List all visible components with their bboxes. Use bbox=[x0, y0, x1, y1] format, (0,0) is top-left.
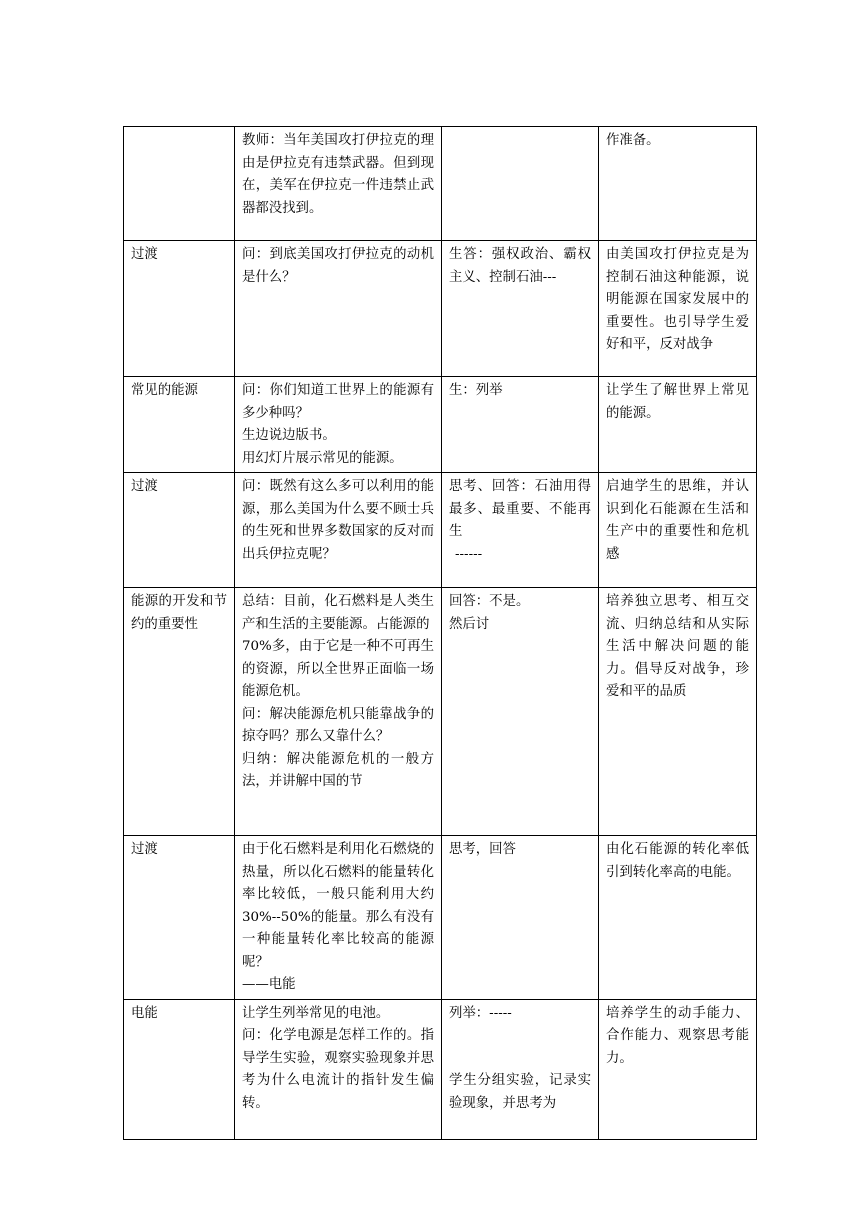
teacher-activity-cell: 问：你们知道工世界上的能源有多少种吗？ 生边说边版书。 用幻灯片展示常见的能源。 bbox=[235, 377, 442, 473]
student-activity-cell: 生：列举 bbox=[442, 377, 599, 473]
design-intent-cell: 作准备。 bbox=[599, 127, 757, 241]
stage-cell: 常见的能源 bbox=[124, 377, 235, 473]
design-intent-cell: 由化石能源的转化率低引到转化率高的电能。 bbox=[599, 836, 757, 1000]
teacher-activity-cell: 问：到底美国攻打伊拉克的动机是什么？ bbox=[235, 241, 442, 377]
design-intent-cell: 让学生了解世界上常见的能源。 bbox=[599, 377, 757, 473]
table-row bbox=[124, 241, 757, 377]
student-activity-cell: 思考、回答：石油用得最多、最重要、不能再生 ------ bbox=[442, 473, 599, 588]
stage-cell: 过渡 bbox=[124, 241, 235, 377]
student-activity-cell: 列举：----- 学生分组实验，记录实验现象，并思考为 bbox=[442, 999, 599, 1139]
table-row bbox=[124, 473, 757, 588]
design-intent-cell: 由美国攻打伊拉克是为控制石油这种能源，说明能源在国家发展中的重要性。也引导学生爱好和平，反对战争 bbox=[599, 241, 757, 377]
student-activity-cell bbox=[442, 127, 599, 241]
table-row bbox=[124, 127, 757, 241]
design-intent-cell: 培养独立思考、相互交流、归纳总结和从实际生活中解决问题的能力。倡导反对战争，珍爱和平的品质 bbox=[599, 588, 757, 836]
spacer bbox=[449, 1025, 591, 1070]
stage-cell: 电能 bbox=[124, 999, 235, 1139]
student-activity-cell: 回答：不是。 然后讨 bbox=[442, 588, 599, 836]
student-activity-cell: 生答：强权政治、霸权主义、控制石油--- bbox=[442, 241, 599, 377]
teacher-activity-cell: 由于化石燃料是利用化石燃烧的热量，所以化石燃料的能量转化率比较低，一般只能利用大约 30%--50%的能量。那么有没有一种能量转化率比较高的能源呢？ ——电能 bbox=[235, 836, 442, 1000]
stage-cell: 过渡 bbox=[124, 473, 235, 588]
teacher-activity-cell: 让学生列举常见的电池。 问：化学电源是怎样工作的。指导学生实验，观察实验现象并思考为什么电流计的指针发生偏转。 bbox=[235, 999, 442, 1139]
teacher-activity-cell: 教师：当年美国攻打伊拉克的理由是伊拉克有违禁武器。但到现在，美军在伊拉克一件违禁止武器都没找到。 bbox=[235, 127, 442, 241]
table-row bbox=[124, 836, 757, 1000]
table-row bbox=[124, 588, 757, 836]
table-row bbox=[124, 999, 757, 1139]
design-intent-cell: 培养学生的动手能力、合作能力、观察思考能力。 bbox=[599, 999, 757, 1139]
teacher-activity-cell: 总结：目前，化石燃料是人类生产和生活的主要能源。占能源的 70%多，由于它是一种不可再生的资源，所以全世界正面临一场能源危机。 问：解决能源危机只能靠战争的掠夺吗？那么又靠什么？ 归纳：解决能源危机的一般方法，并讲解中国的节 bbox=[235, 588, 442, 836]
design-intent-cell: 启迪学生的思维，并认识到化石能源在生活和生产中的重要性和危机感 bbox=[599, 473, 757, 588]
stage-cell: 过渡 bbox=[124, 836, 235, 1000]
stage-cell bbox=[124, 127, 235, 241]
stage-cell: 能源的开发和节约的重要性 bbox=[124, 588, 235, 836]
student-activity-cell: 思考，回答 bbox=[442, 836, 599, 1000]
lesson-plan-table bbox=[123, 126, 757, 1140]
table-row bbox=[124, 377, 757, 473]
teacher-activity-cell: 问：既然有这么多可以利用的能源，那么美国为什么要不顾士兵的生死和世界多数国家的反对而出兵伊拉克呢？ bbox=[235, 473, 442, 588]
